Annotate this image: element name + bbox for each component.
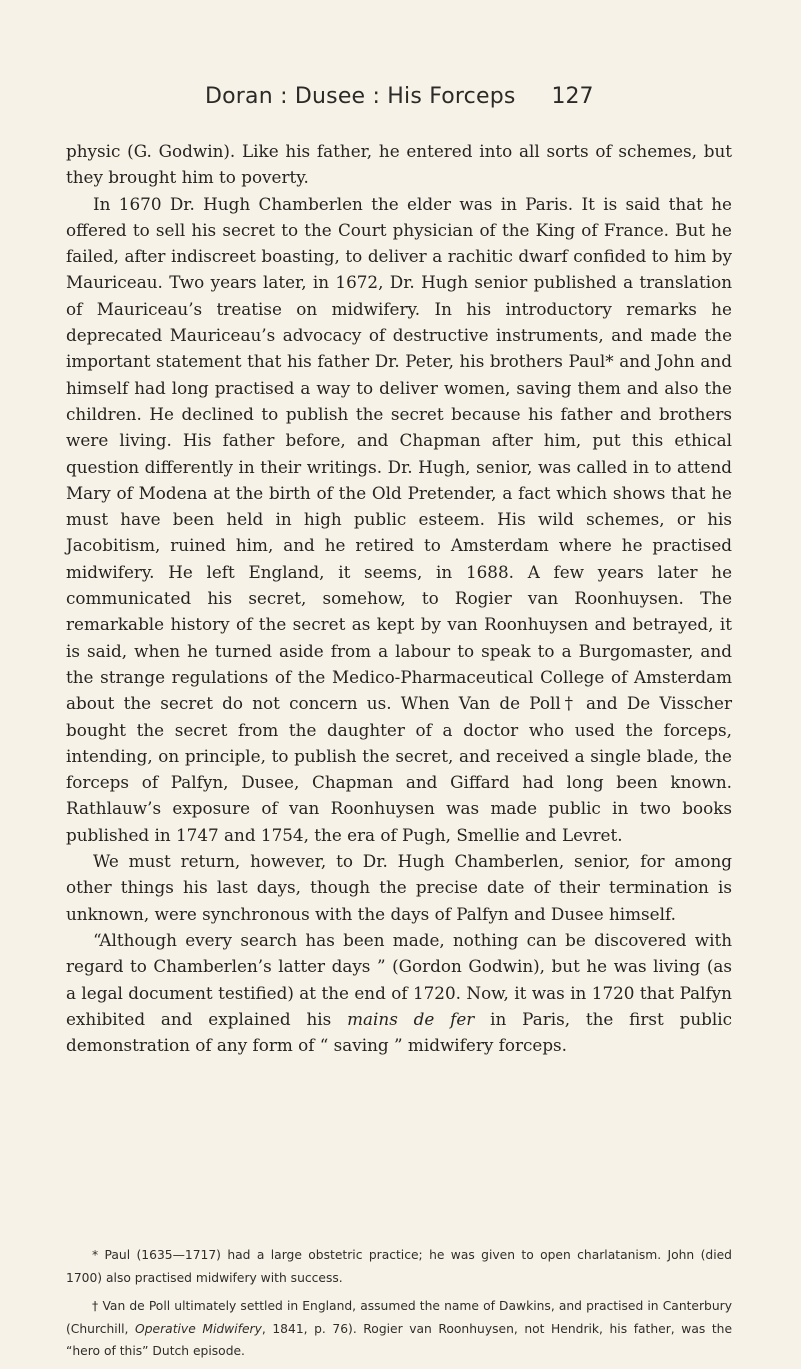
- italic-text: mains de fer: [347, 1008, 475, 1029]
- paragraph: [66, 848, 732, 927]
- text-run: , 1841, p. 76). Rogier van Roonhuysen, not Hendrik, his father, was the “hero of this” Dutch episode.: [66, 1321, 733, 1358]
- paragraph: [66, 927, 732, 1058]
- paragraph: [66, 191, 732, 848]
- footnote: [66, 1295, 732, 1363]
- footnotes: [66, 1244, 732, 1369]
- text-run: physic (G. Godwin). Like his father, he entered into all sorts of schemes, but they brought him to poverty.: [66, 141, 732, 188]
- text-run: We must return, however, to Dr. Hugh Chamberlen, senior, for among other things his last days, though the precise date of their termination is unknown, were synchronous with the days of Palfyn and Dusee himself.: [66, 851, 732, 924]
- text-run: † Van de Poll ultimately settled in England, assumed the name of Dawkins, and practised in Canterbury (Churchill,: [66, 1299, 732, 1336]
- text-run: * Paul (1635—1717) had a large obstetric practice; he was given to open charlatanism. John (died 1700) also practised midwifery with success.: [66, 1248, 732, 1285]
- main-text: [66, 138, 732, 1058]
- paragraph: [66, 138, 732, 191]
- italic-text: Operative Midwifery: [135, 1321, 262, 1336]
- text-run: in Paris, the first public demonstration of any form of “ saving ” midwifery forceps.: [66, 1008, 733, 1056]
- footnote: [66, 1244, 732, 1289]
- text-run: “Although every search has been made, nothing can be discovered with regard to Chamberlen’s latter days ” (Gordon Godwin), but he was living (as a legal document testified) at the end of 1720. Now, it was in 1720 that Palfyn exhibited and explained his: [66, 929, 732, 1029]
- page-number: 127: [551, 84, 594, 109]
- running-title: Doran : Dusee : His Forceps: [205, 84, 516, 109]
- text-run: In 1670 Dr. Hugh Chamberlen the elder was in Paris. It is said that he offered to sell his secret to the Court physician of the King of France. But he failed, after indiscreet boasting, to deliver a rachitic dwarf confided to him by Mauriceau. Two years later, in 1672, Dr. Hugh senior published a translation of Mauriceau’s treatise on midwifery. In his introductory remarks he deprecated Mauriceau’s advocacy of destructive instruments, and made the important statement that his father Dr. Peter, his brothers Paul* and John and himself had long practised a way to deliver women, saving them and also the children. He declined to publish the secret because his father and brothers were living. His father before, and Chapman after him, put this ethical question differently in their writings. Dr. Hugh, senior, was called in to attend Mary of Modena at the birth of the Old Pretender, a fact which shows that he must have been held in high public esteem. His wild schemes, or his Jacobitism, ruined him, and he retired to Amsterdam where he practised midwifery. He left England, it seems, in 1688. A few years later he communicated his secret, somehow, to Rogier van Roonhuysen. The remarkable history of the secret as kept by van Roonhuysen and betrayed, it is said, when he turned aside from a labour to speak to a Burgomaster, and the strange regulations of the Medico-Pharmaceutical College of Amsterdam about the secret do not concern us. When Van de Poll† and De Visscher bought the secret from the daughter of a doctor who used the forceps, intending, on principle, to publish the secret, and received a single blade, the forceps of Palfyn, Dusee, Chapman and Giffard had long been known. Rathlauw’s exposure of van Roonhuysen was made public in two books published in 1747 and 1754, the era of Pugh, Smellie and Levret.: [66, 193, 732, 845]
- running-header: [205, 84, 717, 109]
